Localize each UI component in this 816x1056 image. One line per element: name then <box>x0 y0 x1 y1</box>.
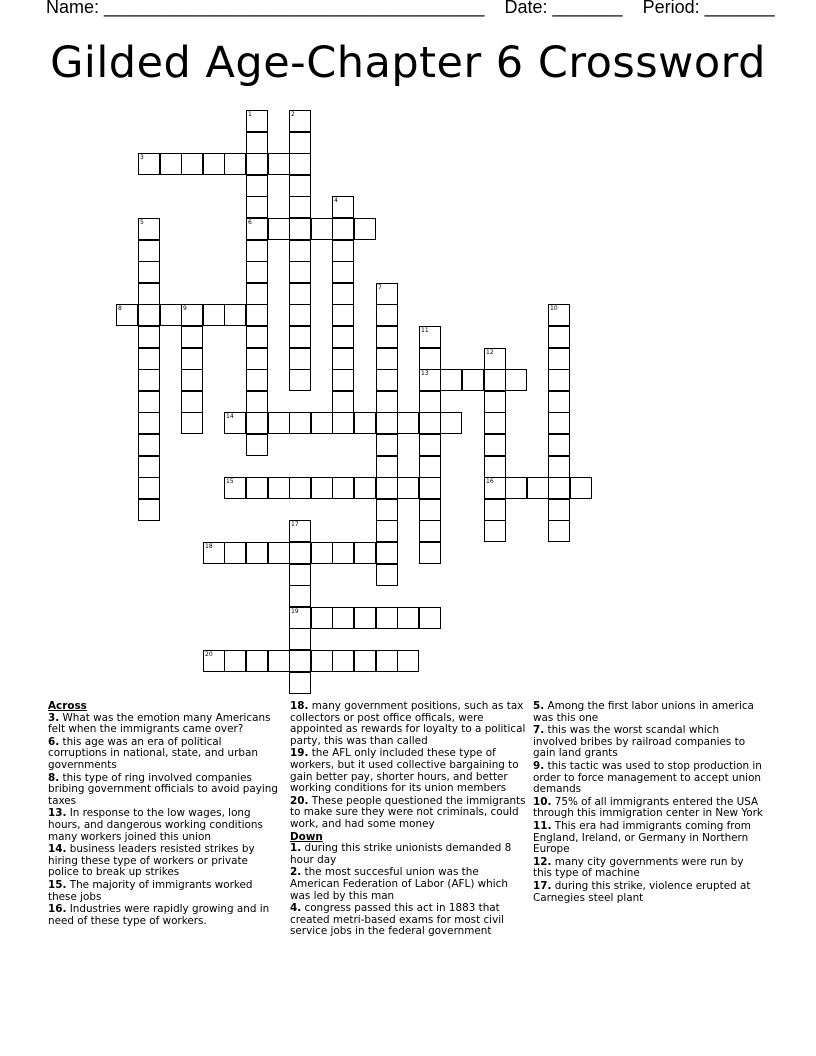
crossword-cell[interactable] <box>548 520 570 542</box>
clue-number: 13 <box>421 370 429 377</box>
down-clue <box>533 761 765 796</box>
clue-text: this tactic was used to stop production in order to force management to accept union demands <box>533 759 762 796</box>
crossword-cell[interactable] <box>289 564 311 586</box>
down-clue <box>533 725 765 760</box>
crossword-cell[interactable] <box>246 240 268 262</box>
crossword-cell[interactable] <box>289 412 311 434</box>
crossword-cell[interactable] <box>289 175 311 197</box>
clue-text: congress passed this act in 1883 that created metri-based exams for most civil service jobs in the federal government <box>290 902 504 938</box>
down-clue <box>290 843 528 866</box>
crossword-cell[interactable] <box>376 412 398 434</box>
date-field-label: Date: _______ <box>504 0 623 17</box>
crossword-cell[interactable] <box>138 456 160 478</box>
across-heading: Across <box>48 700 87 712</box>
crossword-cell[interactable] <box>181 412 203 434</box>
crossword-cell[interactable] <box>397 607 419 629</box>
crossword-cell[interactable] <box>548 369 570 391</box>
clue-number-label: 4. <box>290 902 302 915</box>
clue-text: during this strike unionists demanded 8 hour day <box>290 842 512 866</box>
crossword-cell[interactable] <box>138 348 160 370</box>
crossword-cell[interactable] <box>246 542 268 564</box>
crossword-cell[interactable] <box>484 456 506 478</box>
clue-number: 3 <box>140 154 144 161</box>
clue-number: 11 <box>421 327 429 334</box>
crossword-cell[interactable] <box>289 240 311 262</box>
crossword-cell[interactable] <box>181 326 203 348</box>
across-clue <box>290 701 528 747</box>
crossword-cell[interactable] <box>376 607 398 629</box>
crossword-cell[interactable] <box>397 477 419 499</box>
clue-number-label: 11. <box>533 819 552 832</box>
clue-number-label: 16. <box>48 903 67 916</box>
clue-text: this type of ring involved companies bribing government officials to avoid paying taxes <box>48 771 278 807</box>
clue-text: during this strike, violence erupted at Carnegies steel plant <box>533 879 751 904</box>
clue-number-label: 14. <box>48 843 67 856</box>
crossword-cell[interactable] <box>332 283 354 305</box>
crossword-cell[interactable] <box>440 412 462 434</box>
down-clue <box>533 881 765 904</box>
crossword-cell[interactable] <box>548 348 570 370</box>
clues-column-3 <box>533 701 765 905</box>
crossword-cell[interactable] <box>397 650 419 672</box>
crossword-cell[interactable] <box>289 542 311 564</box>
crossword-cell[interactable] <box>224 542 246 564</box>
crossword-cell[interactable] <box>376 391 398 413</box>
crossword-cell[interactable] <box>332 650 354 672</box>
crossword-cell[interactable] <box>246 175 268 197</box>
clue-number: 6 <box>248 219 252 226</box>
crossword-cell[interactable] <box>484 348 506 370</box>
crossword-cell[interactable] <box>289 628 311 650</box>
down-clue-list-continued <box>533 701 765 904</box>
clue-number-label: 8. <box>48 771 60 784</box>
clue-number: 7 <box>378 284 382 291</box>
crossword-cell[interactable] <box>289 650 311 672</box>
crossword-cell[interactable] <box>289 153 311 175</box>
crossword-cell[interactable] <box>289 218 311 240</box>
crossword-cell[interactable] <box>311 650 333 672</box>
crossword-cell[interactable] <box>332 412 354 434</box>
crossword-cell[interactable] <box>181 348 203 370</box>
crossword-cell[interactable] <box>138 499 160 521</box>
crossword-cell[interactable] <box>484 369 506 391</box>
crossword-cell[interactable] <box>268 542 290 564</box>
clues-column-1 <box>48 701 280 928</box>
crossword-cell[interactable] <box>138 240 160 262</box>
crossword-cell[interactable] <box>376 520 398 542</box>
crossword-cell[interactable] <box>268 153 290 175</box>
crossword-cell[interactable] <box>376 304 398 326</box>
crossword-cell[interactable] <box>138 434 160 456</box>
crossword-cell[interactable] <box>419 391 441 413</box>
clue-number-label: 20. <box>290 794 309 807</box>
crossword-cell[interactable] <box>419 348 441 370</box>
crossword-cell[interactable] <box>289 348 311 370</box>
name-field-label: Name: ______________________________________ <box>46 0 485 17</box>
crossword-cell[interactable] <box>311 542 333 564</box>
crossword-cell[interactable] <box>268 218 290 240</box>
clue-number-label: 12. <box>533 855 552 868</box>
crossword-cell[interactable] <box>419 477 441 499</box>
crossword-cell[interactable] <box>354 607 376 629</box>
crossword-cell[interactable] <box>138 153 160 175</box>
crossword-cell[interactable] <box>224 412 246 434</box>
crossword-cell[interactable] <box>548 412 570 434</box>
crossword-cell[interactable] <box>160 153 182 175</box>
crossword-cell[interactable] <box>138 304 160 326</box>
crossword-cell[interactable] <box>246 369 268 391</box>
crossword-cell[interactable] <box>138 391 160 413</box>
across-clue <box>48 713 280 736</box>
across-clue-list-continued <box>290 701 528 831</box>
clue-number-label: 7. <box>533 724 545 737</box>
crossword-cell[interactable] <box>376 564 398 586</box>
crossword-cell[interactable] <box>181 153 203 175</box>
crossword-cell[interactable] <box>289 196 311 218</box>
crossword-cell[interactable] <box>419 434 441 456</box>
crossword-cell[interactable] <box>484 520 506 542</box>
crossword-cell[interactable] <box>548 391 570 413</box>
crossword-cell[interactable] <box>332 369 354 391</box>
crossword-cell[interactable] <box>332 218 354 240</box>
crossword-cell[interactable] <box>181 369 203 391</box>
crossword-cell[interactable] <box>289 261 311 283</box>
crossword-cell[interactable] <box>354 218 376 240</box>
crossword-cell[interactable] <box>332 326 354 348</box>
crossword-cell[interactable] <box>289 304 311 326</box>
crossword-cell[interactable] <box>419 326 441 348</box>
crossword-cell[interactable] <box>419 542 441 564</box>
down-clue <box>533 701 765 724</box>
crossword-cell[interactable] <box>138 326 160 348</box>
crossword-cell[interactable] <box>289 672 311 694</box>
crossword-cell[interactable] <box>138 283 160 305</box>
down-clue <box>533 821 765 856</box>
crossword-cell[interactable] <box>289 369 311 391</box>
across-clue <box>48 880 280 903</box>
clue-number: 16 <box>486 478 494 485</box>
clue-number: 2 <box>291 111 295 118</box>
crossword-cell[interactable] <box>289 477 311 499</box>
clue-number: 1 <box>248 111 252 118</box>
across-clue <box>48 773 280 808</box>
crossword-cell[interactable] <box>160 304 182 326</box>
across-clue <box>48 904 280 927</box>
across-clue <box>290 796 528 831</box>
crossword-cell[interactable] <box>505 477 527 499</box>
clue-number: 10 <box>550 305 558 312</box>
crossword-cell[interactable] <box>224 153 246 175</box>
clue-text: Industries were rapidly growing and in need of these type of workers. <box>48 903 270 927</box>
crossword-cell[interactable] <box>484 412 506 434</box>
crossword-cell[interactable] <box>246 218 268 240</box>
crossword-cell[interactable] <box>354 412 376 434</box>
clue-number: 14 <box>226 413 234 420</box>
clue-number-label: 10. <box>533 795 552 808</box>
crossword-cell[interactable] <box>289 326 311 348</box>
down-clue <box>533 797 765 820</box>
crossword-cell[interactable] <box>289 520 311 542</box>
crossword-cell[interactable] <box>419 607 441 629</box>
crossword-cell[interactable] <box>376 434 398 456</box>
clue-number-label: 13. <box>48 807 67 820</box>
clue-text: business leaders resisted strikes by hiring these type of workers or private police to break up strikes <box>48 843 255 879</box>
clue-text: many government positions, such as tax collectors or post office officals, were appointed as rewards for loyalty to a political party, this was than called <box>290 700 526 747</box>
crossword-cell[interactable] <box>332 196 354 218</box>
crossword-cell[interactable] <box>246 326 268 348</box>
crossword-cell[interactable] <box>376 369 398 391</box>
crossword-cell[interactable] <box>311 412 333 434</box>
crossword-cell[interactable] <box>419 412 441 434</box>
crossword-cell[interactable] <box>138 261 160 283</box>
crossword-cell[interactable] <box>289 132 311 154</box>
clue-text: The majority of immigrants worked these jobs <box>48 878 253 903</box>
crossword-cell[interactable] <box>548 456 570 478</box>
crossword-cell[interactable] <box>548 499 570 521</box>
clue-number: 17 <box>291 521 299 528</box>
clue-number-label: 1. <box>290 842 302 855</box>
crossword-cell[interactable] <box>332 607 354 629</box>
crossword-cell[interactable] <box>224 304 246 326</box>
crossword-cell[interactable] <box>440 369 462 391</box>
crossword-cell[interactable] <box>246 348 268 370</box>
crossword-cell[interactable] <box>246 412 268 434</box>
crossword-cell[interactable] <box>376 348 398 370</box>
crossword-cell[interactable] <box>548 477 570 499</box>
crossword-cell[interactable] <box>376 542 398 564</box>
clue-number: 20 <box>205 651 213 658</box>
crossword-cell[interactable] <box>181 304 203 326</box>
crossword-cell[interactable] <box>116 304 138 326</box>
clue-number: 4 <box>334 197 338 204</box>
crossword-cell[interactable] <box>246 477 268 499</box>
clue-number-label: 6. <box>48 735 60 748</box>
across-clue <box>48 737 280 772</box>
clue-number-label: 15. <box>48 878 67 891</box>
crossword-cell[interactable] <box>138 218 160 240</box>
across-clue <box>48 808 280 843</box>
crossword-cell[interactable] <box>548 304 570 326</box>
crossword-cell[interactable] <box>246 132 268 154</box>
clue-text: These people questioned the immigrants to make sure they were not criminals, could work, and had some money <box>290 794 526 830</box>
crossword-cell[interactable] <box>419 520 441 542</box>
crossword-cell[interactable] <box>203 153 225 175</box>
crossword-cell[interactable] <box>181 391 203 413</box>
crossword-cell[interactable] <box>311 218 333 240</box>
crossword-cell[interactable] <box>548 326 570 348</box>
crossword-cell[interactable] <box>246 110 268 132</box>
crossword-cell[interactable] <box>224 650 246 672</box>
crossword-cell[interactable] <box>246 261 268 283</box>
crossword-cell[interactable] <box>268 412 290 434</box>
crossword-cell[interactable] <box>354 650 376 672</box>
student-info-header <box>46 0 775 18</box>
clue-number-label: 5. <box>533 700 545 712</box>
crossword-cell[interactable] <box>484 477 506 499</box>
clue-number: 5 <box>140 219 144 226</box>
clue-number: 8 <box>118 305 122 312</box>
crossword-cell[interactable] <box>354 477 376 499</box>
clue-number: 15 <box>226 478 234 485</box>
crossword-cell[interactable] <box>332 348 354 370</box>
crossword-cell[interactable] <box>332 542 354 564</box>
crossword-cell[interactable] <box>548 434 570 456</box>
crossword-cell[interactable] <box>289 283 311 305</box>
clue-number-label: 17. <box>533 879 552 892</box>
crossword-cell[interactable] <box>203 304 225 326</box>
crossword-cell[interactable] <box>484 391 506 413</box>
clue-number-label: 2. <box>290 866 302 879</box>
crossword-cell[interactable] <box>138 477 160 499</box>
clue-text: this was the worst scandal which involved bribes by railroad companies to gain land grants <box>533 724 746 760</box>
crossword-cell[interactable] <box>203 650 225 672</box>
crossword-cell[interactable] <box>527 477 549 499</box>
crossword-cell[interactable] <box>138 369 160 391</box>
clue-number: 12 <box>486 349 494 356</box>
crossword-cell[interactable] <box>289 607 311 629</box>
down-clue <box>290 867 528 902</box>
clue-number-label: 19. <box>290 747 309 760</box>
down-clue-list <box>290 843 528 938</box>
across-clue-list <box>48 713 280 928</box>
clue-text: the AFL only included these type of workers, but it used collective bargaining to gain better pay, shorter hours, and better working conditions for its union members <box>290 747 519 795</box>
crossword-cell[interactable] <box>246 283 268 305</box>
crossword-cell[interactable] <box>332 391 354 413</box>
crossword-cell[interactable] <box>462 369 484 391</box>
clue-text: 75% of all immigrants entered the USA through this immigration center in New York <box>533 795 763 820</box>
crossword-cell[interactable] <box>268 477 290 499</box>
crossword-cell[interactable] <box>376 650 398 672</box>
crossword-cell[interactable] <box>246 196 268 218</box>
clue-text: the most succesful union was the American Federation of Labor (AFL) which was led by this man <box>290 866 508 902</box>
clue-number-label: 3. <box>48 711 60 724</box>
crossword-cell[interactable] <box>505 369 527 391</box>
crossword-cell[interactable] <box>246 153 268 175</box>
page-title: Gilded Age-Chapter 6 Crossword <box>50 38 766 88</box>
crossword-cell[interactable] <box>311 607 333 629</box>
crossword-cell[interactable] <box>332 477 354 499</box>
clue-number-label: 18. <box>290 700 309 712</box>
down-heading: Down <box>290 830 323 843</box>
crossword-cell[interactable] <box>268 650 290 672</box>
crossword-cell[interactable] <box>570 477 592 499</box>
clue-text: many city governments were run by this type of machine <box>533 855 744 880</box>
crossword-cell[interactable] <box>419 456 441 478</box>
clue-text: this age was an era of political corruptions in national, state, and urban governments <box>48 735 258 771</box>
clue-text: Among the first labor unions in america was this one <box>533 700 754 724</box>
clues-column-2 <box>290 701 528 939</box>
clue-text: This era had immigrants coming from England, Ireland, or Germany in Northern Europe <box>533 819 751 856</box>
crossword-cell[interactable] <box>289 585 311 607</box>
clue-number: 9 <box>183 305 187 312</box>
crossword-cell[interactable] <box>138 412 160 434</box>
crossword-cell[interactable] <box>246 434 268 456</box>
crossword-cell[interactable] <box>376 326 398 348</box>
clue-number: 19 <box>291 608 299 615</box>
crossword-cell[interactable] <box>332 304 354 326</box>
clue-text: In response to the low wages, long hours, and dangerous working conditions many workers joined this union <box>48 807 263 843</box>
crossword-cell[interactable] <box>246 391 268 413</box>
crossword-cell[interactable] <box>484 434 506 456</box>
crossword-cell[interactable] <box>246 650 268 672</box>
clue-text: What was the emotion many Americans felt when the immigrants came over? <box>48 711 271 736</box>
crossword-cell[interactable] <box>289 110 311 132</box>
crossword-cell[interactable] <box>354 542 376 564</box>
crossword-cell[interactable] <box>397 412 419 434</box>
across-clue <box>48 844 280 879</box>
crossword-cell[interactable] <box>246 304 268 326</box>
crossword-cell[interactable] <box>376 499 398 521</box>
down-clue <box>533 857 765 880</box>
crossword-cell[interactable] <box>419 369 441 391</box>
crossword-cell[interactable] <box>419 499 441 521</box>
crossword-cell[interactable] <box>376 456 398 478</box>
crossword-cell[interactable] <box>484 499 506 521</box>
crossword-cell[interactable] <box>311 477 333 499</box>
crossword-cell[interactable] <box>332 261 354 283</box>
crossword-cell[interactable] <box>376 283 398 305</box>
clue-number-label: 9. <box>533 759 545 772</box>
down-clue <box>290 903 528 938</box>
period-field-label: Period: _______ <box>642 0 775 17</box>
crossword-cell[interactable] <box>203 542 225 564</box>
clue-number: 18 <box>205 543 213 550</box>
crossword-cell[interactable] <box>376 477 398 499</box>
crossword-cell[interactable] <box>332 240 354 262</box>
crossword-cell[interactable] <box>224 477 246 499</box>
across-clue <box>290 748 528 794</box>
